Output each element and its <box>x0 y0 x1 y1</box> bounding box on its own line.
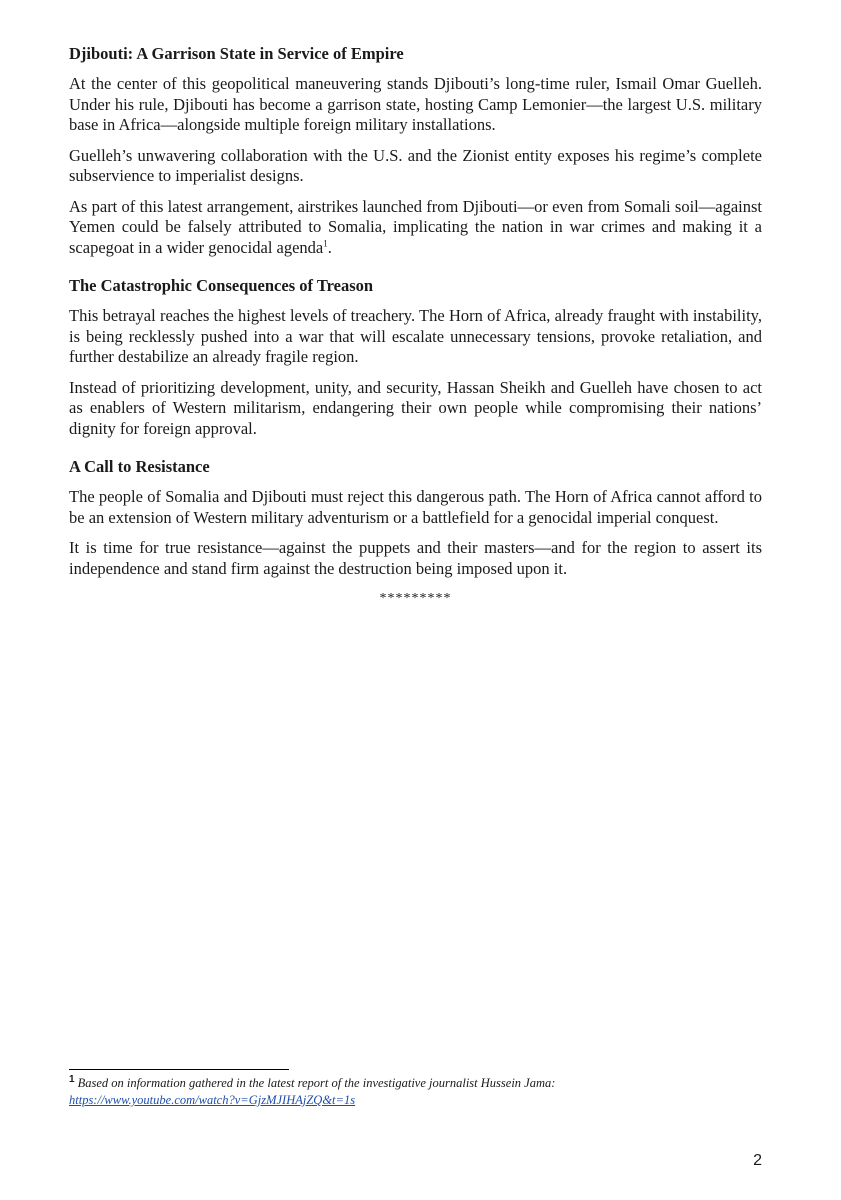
footnote-number: 1 <box>69 1073 75 1085</box>
footnote-reference[interactable]: 1 <box>323 238 328 248</box>
paragraph: It is time for true resistance—against the puppets and their masters—and for the region to assert its independence and stand firm against the destruction being imposed upon it. <box>69 538 762 578</box>
section-heading-consequences: The Catastrophic Consequences of Treason <box>69 276 374 295</box>
footnote-text: Based on information gathered in the latest report of the investigative journalist Hussein Jama: <box>77 1076 556 1090</box>
paragraph: The people of Somalia and Djibouti must reject this dangerous path. The Horn of Africa cannot afford to be an extension of Western military adventurism or a battlefield for a genocidal imperial conquest. <box>69 487 762 527</box>
page-number: 2 <box>753 1152 762 1169</box>
paragraph-with-footnote: As part of this latest arrangement, airstrikes launched from Djibouti—or even from Somali soil—against Yemen could be falsely attributed to Somalia, implicating the nation in war crimes and making it a scapegoat in a wider genocidal agenda$^1$. <box>69 196 762 257</box>
footnote <box>69 1075 762 1109</box>
section-heading-djibouti: Djibouti: A Garrison State in Service of Empire <box>69 44 404 63</box>
paragraph-text: As part of this latest arrangement, airstrikes launched from Djibouti—or even from Somali soil—against Yemen could be falsely attributed to Somalia, implicating the nation in war crimes and making it a scapegoat in a wider genocidal agenda <box>69 196 762 257</box>
paragraph: Guelleh’s unwavering collaboration with the U.S. and the Zionist entity exposes his regime’s complete subservience to imperialist designs. <box>69 145 762 185</box>
paragraph: This betrayal reaches the highest levels of treachery. The Horn of Africa, already fraught with instability, is being recklessly pushed into a war that will escalate unnecessary tensions, provoke retaliation, and further destabilize an already fragile region. <box>69 306 762 366</box>
document-body <box>69 44 762 607</box>
paragraph: Instead of prioritizing development, unity, and security, Hassan Sheikh and Guelleh have chosen to act as enablers of Western militarism, endangering their own people while compromising their nations’ dignity for foreign approval. <box>69 377 762 438</box>
section-separator: ********* <box>379 591 452 606</box>
paragraph: At the center of this geopolitical maneuvering stands Djibouti’s long-time ruler, Ismail Omar Guelleh. Under his rule, Djibouti has become a garrison state, hosting Camp Lemonier—the largest U.S. military base in Africa—alongside multiple foreign military installations. <box>69 74 762 134</box>
section-heading-resistance: A Call to Resistance <box>69 457 210 476</box>
footnote-divider <box>69 1069 289 1070</box>
footnote-link[interactable]: https://www.youtube.com/watch?v=GjzMJIHAjZQ&t=1s <box>69 1093 356 1107</box>
